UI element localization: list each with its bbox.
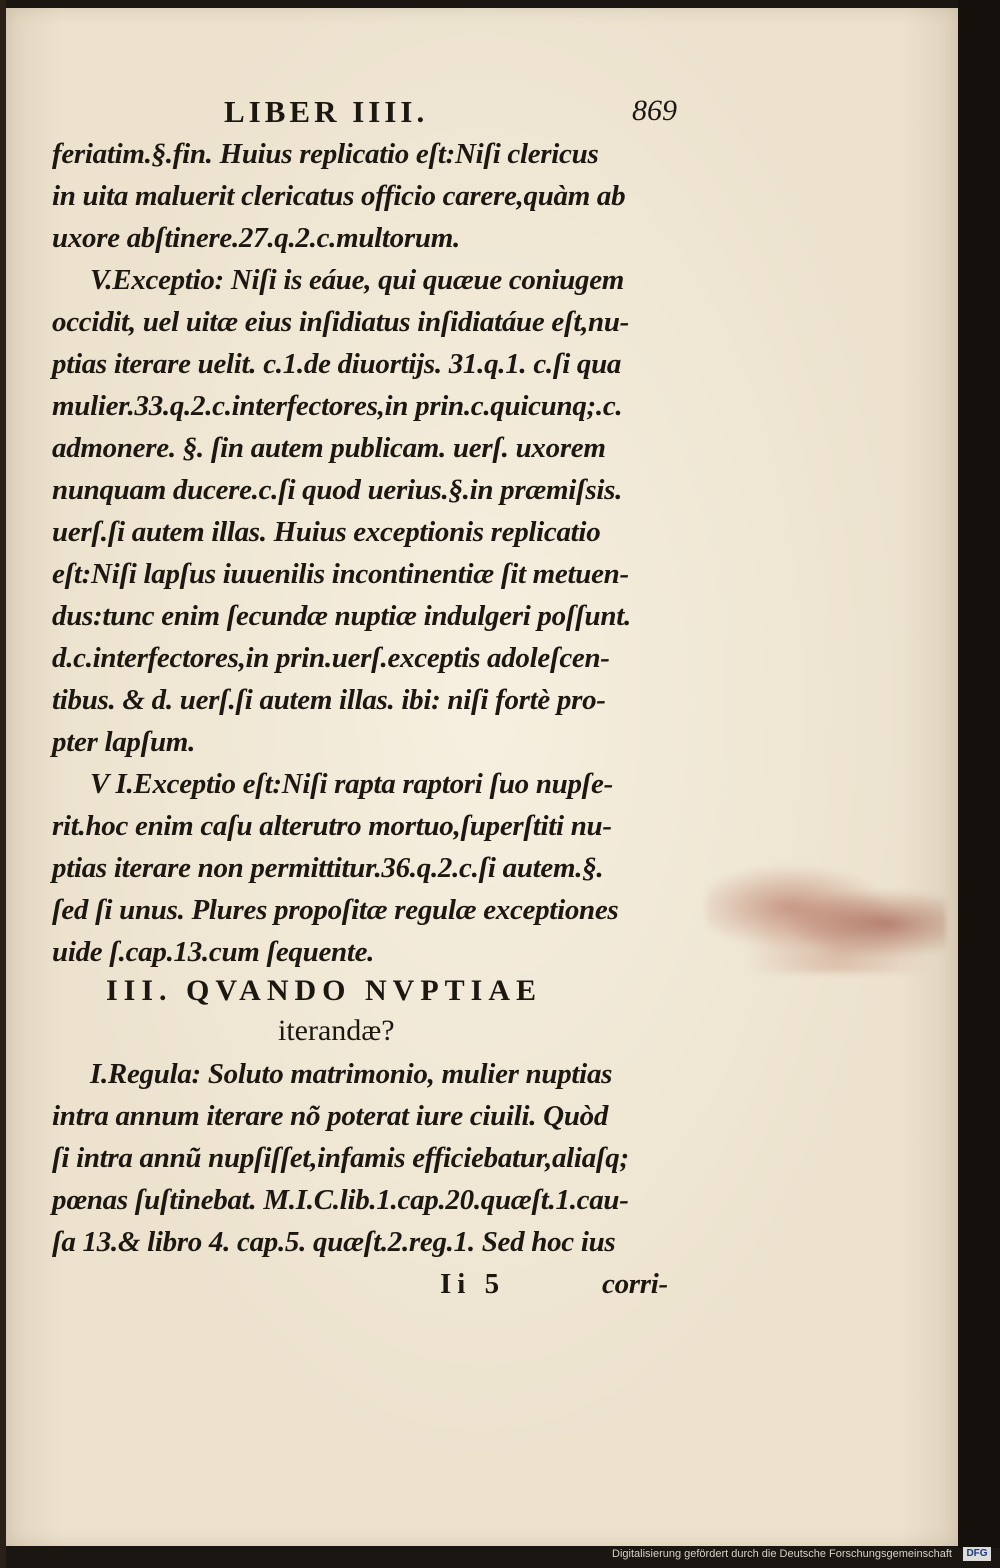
section-heading: III. QVANDO NVPTIAE: [106, 974, 543, 1007]
text-line: ſa 13.& libro 4. cap.5. quæſt.2.reg.1. Sed hoc ius: [52, 1226, 616, 1258]
text-line: pter lapſum.: [52, 726, 196, 758]
dfg-logo: DFG: [963, 1547, 991, 1561]
section-subheading: iterandæ?: [278, 1014, 395, 1047]
running-title: LIBER IIII.: [224, 94, 429, 129]
text-line: ptias iterare non permittitur.36.q.2.c.ſi autem.§.: [52, 852, 604, 884]
text-line: nunquam ducere.c.ſi quod uerius.§.in præmiſsis.: [52, 474, 623, 506]
catchword: corri-: [602, 1268, 668, 1300]
text-line: V.Exceptio: Niſi is eáue, qui quæue coniugem: [90, 264, 625, 296]
text-line: intra annum iterare nõ poterat iure ciuili. Quòd: [52, 1100, 609, 1132]
text-line: pœnas ſuſtinebat. M.I.C.lib.1.cap.20.quæſt.1.cau-: [52, 1184, 629, 1216]
text-line: ptias iterare uelit. c.1.de diuortijs. 31.q.1. c.ſi qua: [52, 348, 622, 380]
text-line: d.c.interfectores,in prin.uerſ.exceptis adoleſcen-: [52, 642, 610, 674]
text-line: V I.Exceptio eſt:Niſi rapta raptori ſuo nupſe-: [90, 768, 613, 800]
text-line: dus:tunc enim ſecundæ nuptiæ indulgeri poſſunt.: [52, 600, 631, 632]
text-line: admonere. §. ſin autem publicam. uerſ. uxorem: [52, 432, 606, 464]
digitization-credit: Digitalisierung gefördert durch die Deutsche Forschungsgemeinschaft: [612, 1548, 952, 1560]
running-header: [6, 94, 958, 134]
book-page: [6, 8, 958, 1546]
page-number: 869: [632, 94, 677, 127]
text-line: mulier.33.q.2.c.interfectores,in prin.c.quicunq;.c.: [52, 390, 623, 422]
text-line: ſi intra annũ nupſiſſet,infamis efficiebatur,aliaſq;: [52, 1142, 629, 1174]
text-line: I.Regula: Soluto matrimonio, mulier nuptias: [90, 1058, 613, 1090]
text-line: feriatim.§.fin. Huius replicatio eſt:Niſi clericus: [52, 138, 599, 170]
text-line: uide ſ.cap.13.cum ſequente.: [52, 936, 375, 968]
page-stain: [706, 863, 946, 973]
text-line: tibus. & d. uerſ.ſi autem illas. ibi: niſi fortè pro-: [52, 684, 606, 716]
text-line: uerſ.ſi autem illas. Huius exceptionis replicatio: [52, 516, 601, 548]
text-line: rit.hoc enim caſu alterutro mortuo,ſuperſtiti nu-: [52, 810, 612, 842]
text-line: ſed ſi unus. Plures propoſitæ regulæ exceptiones: [52, 894, 619, 926]
scan-background-edge: [958, 0, 1000, 1548]
signature-mark: Ii 5: [440, 1268, 506, 1300]
text-line: occidit, uel uitæ eius inſidiatus inſidiatáue eſt,nu-: [52, 306, 630, 338]
text-line: eſt:Niſi lapſus iuuenilis incontinentiæ ſit metuen-: [52, 558, 629, 590]
text-line: in uita maluerit clericatus officio carere,quàm ab: [52, 180, 626, 212]
text-line: uxore abſtinere.27.q.2.c.multorum.: [52, 222, 460, 254]
